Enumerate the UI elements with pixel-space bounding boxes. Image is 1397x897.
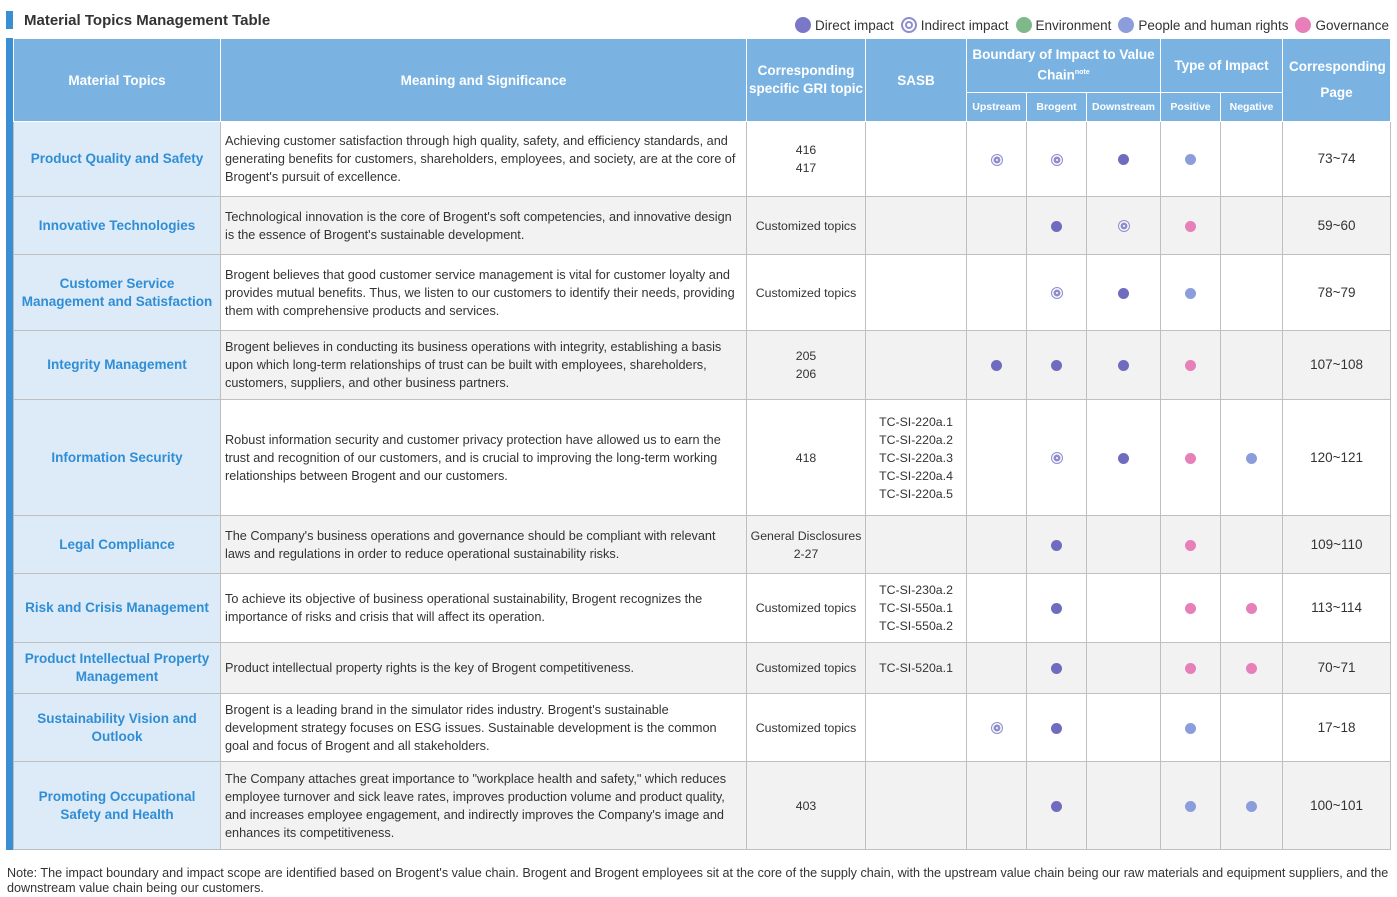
legend-item-direct	[795, 17, 894, 33]
sasb-cell-line: TC-SI-220a.2	[879, 432, 953, 447]
gri-cell-line: 403	[795, 798, 817, 813]
upstream-cell	[967, 400, 1027, 516]
governance-icon	[1246, 603, 1257, 614]
legend-people-icon	[1118, 17, 1134, 33]
gri-cell-line: Customized topics	[755, 285, 857, 300]
upstream-cell	[967, 122, 1027, 197]
negative-cell	[1221, 122, 1283, 197]
governance-icon	[1185, 603, 1196, 614]
topic-cell: Customer Service Management and Satisfaction	[14, 255, 221, 331]
meaning-cell: To achieve its objective of business operational sustainability, Brogent recognizes the importance of risks and crisis that will affect its operation.	[221, 574, 747, 643]
legend-label: People and human rights	[1138, 17, 1289, 33]
brogent-cell	[1027, 255, 1087, 331]
brogent-cell	[1027, 331, 1087, 400]
sasb-cell-line: TC-SI-550a.1	[879, 601, 953, 615]
indirect-impact-icon	[1051, 287, 1063, 299]
topic-cell: Product Quality and Safety	[14, 122, 221, 197]
header-material-topics: Material Topics	[14, 39, 221, 122]
downstream-cell	[1087, 400, 1161, 516]
header-downstream: Downstream	[1087, 93, 1161, 122]
meaning-cell: Robust information security and customer privacy protection have allowed us to earn the trust and recognition of our customers, and is crucial to improving the long-term working relationships between Brogent and our customers.	[221, 400, 747, 516]
direct-impact-icon	[1051, 360, 1062, 371]
gri-cell-line: 2-27	[793, 546, 819, 561]
people-human-rights-icon	[1185, 723, 1196, 734]
sasb-cell	[866, 762, 967, 850]
legend-item-env	[1016, 17, 1112, 33]
governance-icon	[1185, 453, 1196, 464]
page-cell: 70~71	[1283, 643, 1391, 694]
direct-impact-icon	[991, 360, 1002, 371]
sasb-cell-line: TC-SI-520a.1	[879, 661, 953, 675]
governance-icon	[1185, 540, 1196, 551]
gri-cell-line: 417	[795, 161, 817, 175]
positive-cell	[1161, 400, 1221, 516]
upstream-cell	[967, 197, 1027, 255]
gri-cell	[747, 331, 866, 400]
positive-cell	[1161, 574, 1221, 643]
people-human-rights-icon	[1185, 154, 1196, 165]
legend-label: Governance	[1315, 17, 1389, 33]
sasb-cell	[866, 574, 967, 643]
positive-cell	[1161, 516, 1221, 574]
table-row	[14, 643, 1391, 694]
footnote: Note: The impact boundary and impact scope are identified based on Brogent's value chain. Brogent and Brogent employees sit at the core of the supply chain, with the upstream value chain being our raw materials and equipment suppliers, and the downstream value chain being our customers.	[7, 866, 1389, 895]
negative-cell	[1221, 197, 1283, 255]
material-topics-table	[6, 38, 1390, 850]
header-sasb: SASB	[866, 39, 967, 122]
direct-impact-icon	[1118, 453, 1129, 464]
table-row	[14, 694, 1391, 762]
direct-impact-icon	[1051, 801, 1062, 812]
sasb-cell-line: TC-SI-220a.4	[879, 468, 953, 483]
upstream-cell	[967, 255, 1027, 331]
direct-impact-icon	[1051, 663, 1062, 674]
topic-cell: Information Security	[14, 400, 221, 516]
downstream-cell	[1087, 255, 1161, 331]
downstream-cell	[1087, 122, 1161, 197]
gri-cell-line: 206	[795, 367, 817, 381]
header-positive: Positive	[1161, 93, 1221, 122]
page-cell: 107~108	[1283, 331, 1391, 400]
page-cell: 113~114	[1283, 574, 1391, 643]
meaning-cell: Product intellectual property rights is the key of Brogent competitiveness.	[221, 643, 747, 694]
direct-impact-icon	[1118, 154, 1129, 165]
topic-cell: Promoting Occupational Safety and Health	[14, 762, 221, 850]
sasb-cell-line: TC-SI-220a.1	[879, 414, 953, 429]
topic-cell: Legal Compliance	[14, 516, 221, 574]
sasb-cell-line: TC-SI-220a.3	[879, 450, 953, 465]
header-upstream: Upstream	[967, 93, 1027, 122]
table-row	[14, 400, 1391, 516]
legend-label: Indirect impact	[920, 17, 1009, 33]
downstream-cell	[1087, 516, 1161, 574]
table-row	[14, 516, 1391, 574]
direct-impact-icon	[1118, 360, 1129, 371]
page-cell: 73~74	[1283, 122, 1391, 197]
gri-cell	[747, 574, 866, 643]
header-type-of-impact: Type of Impact	[1161, 39, 1283, 93]
title-accent-bar	[6, 11, 13, 29]
header-negative: Negative	[1221, 93, 1283, 122]
brogent-cell	[1027, 400, 1087, 516]
legend-item-people	[1118, 17, 1288, 33]
brogent-cell	[1027, 643, 1087, 694]
governance-icon	[1185, 663, 1196, 674]
downstream-cell	[1087, 574, 1161, 643]
legend-item-gov	[1295, 17, 1389, 33]
sasb-cell	[866, 197, 967, 255]
gri-cell	[747, 255, 866, 331]
indirect-impact-icon	[1118, 220, 1130, 232]
topic-cell: Product Intellectual Property Management	[14, 643, 221, 694]
gri-cell-line: Customized topics	[755, 720, 857, 735]
positive-cell	[1161, 331, 1221, 400]
direct-impact-icon	[1051, 603, 1062, 614]
header-meaning: Meaning and Significance	[221, 39, 747, 122]
sasb-cell	[866, 255, 967, 331]
upstream-cell	[967, 574, 1027, 643]
positive-cell	[1161, 255, 1221, 331]
sasb-cell	[866, 694, 967, 762]
negative-cell	[1221, 400, 1283, 516]
legend-label: Direct impact	[814, 17, 894, 33]
negative-cell	[1221, 694, 1283, 762]
governance-icon	[1246, 663, 1257, 674]
meaning-cell: The Company attaches great importance to "workplace health and safety," which reduces employee turnover and sick leave rates, improves production volume and product quality, and increases employee engagement, and indirectly improves the Company's image and enhances its competitiveness.	[221, 762, 747, 850]
downstream-cell	[1087, 762, 1161, 850]
negative-cell	[1221, 574, 1283, 643]
header-boundary: Boundary of Impact to Value Chain$^{note}$	[967, 39, 1161, 93]
table-row	[14, 255, 1391, 331]
brogent-cell	[1027, 694, 1087, 762]
negative-cell	[1221, 516, 1283, 574]
upstream-cell	[967, 331, 1027, 400]
legend-label: Environment	[1035, 17, 1112, 33]
upstream-cell	[967, 762, 1027, 850]
indirect-impact-icon	[991, 722, 1003, 734]
gri-cell	[747, 516, 866, 574]
legend-env-icon	[1016, 17, 1032, 33]
indirect-impact-icon	[1051, 452, 1063, 464]
positive-cell	[1161, 122, 1221, 197]
page-cell: 17~18	[1283, 694, 1391, 762]
negative-cell	[1221, 643, 1283, 694]
downstream-cell	[1087, 643, 1161, 694]
upstream-cell	[967, 516, 1027, 574]
indirect-impact-icon	[991, 154, 1003, 166]
meaning-cell: Brogent believes that good customer service management is vital for customer loyalty and provides mutual benefits. Thus, we listen to our customers to identify their needs, providing them with comprehensive products and services.	[221, 255, 747, 331]
meaning-cell: Brogent believes in conducting its business operations with integrity, establishing a basis upon which long-term relationships of trust can be built with employees, shareholders, customers, suppliers, and other business partners.	[221, 331, 747, 400]
gri-cell-line: 205	[795, 349, 817, 363]
sasb-cell-line: TC-SI-220a.5	[879, 486, 953, 501]
page-cell: 120~121	[1283, 400, 1391, 516]
gri-cell-line: Customized topics	[755, 661, 857, 675]
downstream-cell	[1087, 197, 1161, 255]
topic-cell: Integrity Management	[14, 331, 221, 400]
downstream-cell	[1087, 694, 1161, 762]
legend-item-indirect	[901, 17, 1009, 33]
gri-cell	[747, 197, 866, 255]
people-human-rights-icon	[1246, 453, 1257, 464]
positive-cell	[1161, 694, 1221, 762]
gri-cell-line: 416	[795, 143, 817, 157]
gri-cell-line: Customized topics	[755, 218, 857, 233]
gri-cell-line: General Disclosures	[750, 528, 862, 543]
gri-cell	[747, 694, 866, 762]
positive-cell	[1161, 643, 1221, 694]
upstream-cell	[967, 694, 1027, 762]
table-row	[14, 574, 1391, 643]
direct-impact-icon	[1051, 723, 1062, 734]
gri-cell-line: Customized topics	[755, 601, 857, 615]
page-title: Material Topics Management Table	[24, 11, 271, 29]
downstream-cell	[1087, 331, 1161, 400]
sasb-cell-line: TC-SI-550a.2	[879, 619, 953, 633]
brogent-cell	[1027, 197, 1087, 255]
title-bar	[6, 10, 270, 30]
topic-cell: Innovative Technologies	[14, 197, 221, 255]
sasb-cell	[866, 400, 967, 516]
people-human-rights-icon	[1185, 288, 1196, 299]
legend	[788, 17, 1389, 33]
legend-direct-icon	[795, 17, 811, 33]
meaning-cell: Brogent is a leading brand in the simulator rides industry. Brogent's sustainable development strategy focuses on ESG issues. Sustainable development is the common goal and focus of Brogent and all stakeholders.	[221, 694, 747, 762]
indirect-impact-icon	[1051, 154, 1063, 166]
table-row	[14, 197, 1391, 255]
page-cell: 59~60	[1283, 197, 1391, 255]
people-human-rights-icon	[1246, 801, 1257, 812]
gri-cell-line: 418	[795, 450, 817, 465]
page-cell: 100~101	[1283, 762, 1391, 850]
sasb-cell	[866, 122, 967, 197]
sasb-cell	[866, 643, 967, 694]
brogent-cell	[1027, 516, 1087, 574]
header-page: Corresponding Page	[1283, 39, 1391, 122]
gri-cell	[747, 762, 866, 850]
governance-icon	[1185, 221, 1196, 232]
direct-impact-icon	[1051, 221, 1062, 232]
header-brogent: Brogent	[1027, 93, 1087, 122]
negative-cell	[1221, 762, 1283, 850]
governance-icon	[1185, 360, 1196, 371]
page-cell: 78~79	[1283, 255, 1391, 331]
table-row	[14, 762, 1391, 850]
table-row	[14, 331, 1391, 400]
gri-cell	[747, 643, 866, 694]
gri-cell	[747, 400, 866, 516]
topic-cell: Sustainability Vision and Outlook	[14, 694, 221, 762]
page-cell: 109~110	[1283, 516, 1391, 574]
sasb-cell	[866, 516, 967, 574]
meaning-cell: Achieving customer satisfaction through high quality, safety, and efficiency standards, and generating benefits for customers, shareholders, employees, and society, are at the core of Brogent's pursuit of excellence.	[221, 122, 747, 197]
positive-cell	[1161, 197, 1221, 255]
sasb-cell	[866, 331, 967, 400]
direct-impact-icon	[1118, 288, 1129, 299]
legend-gov-icon	[1295, 17, 1311, 33]
brogent-cell	[1027, 122, 1087, 197]
upstream-cell	[967, 643, 1027, 694]
legend-indirect-icon	[901, 17, 917, 33]
sasb-cell-line: TC-SI-230a.2	[879, 583, 953, 597]
table-row	[14, 122, 1391, 197]
positive-cell	[1161, 762, 1221, 850]
topic-cell: Risk and Crisis Management	[14, 574, 221, 643]
people-human-rights-icon	[1185, 801, 1196, 812]
gri-cell	[747, 122, 866, 197]
negative-cell	[1221, 255, 1283, 331]
header-gri: Corresponding specific GRI topic	[747, 39, 866, 122]
brogent-cell	[1027, 574, 1087, 643]
brogent-cell	[1027, 762, 1087, 850]
negative-cell	[1221, 331, 1283, 400]
direct-impact-icon	[1051, 540, 1062, 551]
meaning-cell: Technological innovation is the core of Brogent's soft competencies, and innovative design is the essence of Brogent's sustainable development.	[221, 197, 747, 255]
meaning-cell: The Company's business operations and governance should be compliant with relevant laws and regulations in order to reduce operational sustainability risks.	[221, 516, 747, 574]
